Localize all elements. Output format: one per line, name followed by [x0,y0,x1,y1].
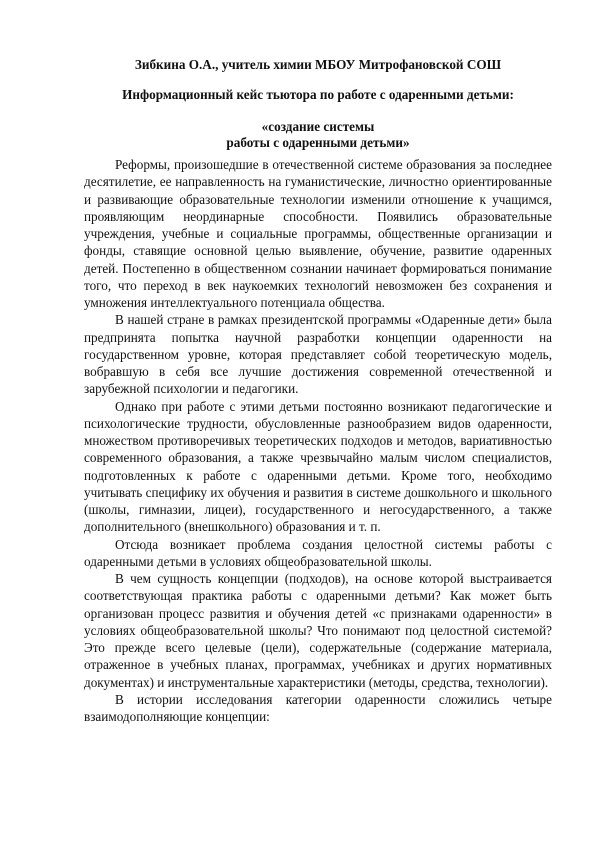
case-title: Информационный кейс тьютора по работе с одаренными детьми: [122,87,514,102]
paragraph: В нашей стране в рамках президентской программы «Одаренные дети» была предпринята попытка научной разработки концепции одаренности на государственном уровне, которая представляет собой теоретическую модель, вобравшую в себя все лучшие достижения современной отечественной и зарубежной психологии и педагогики. [84,312,552,397]
body-text [84,156,552,725]
paragraph: Реформы, произошедшие в отечественной системе образования за последнее десятилетие, ее направленность на гуманистические, личностно ориентированные и развивающие образовательные технологии изменили отношение к учащимся, проявляющим неординарные способности. Появились образовательные учреждения, учебные и социальные программы, общественные организации и фонды, ставящие основной целью выявление, обучение, развитие одаренных детей. Постепенно в общественном сознании начинает формироваться понимание того, что переход в век наукоемких технологий невозможен без сохранения и умножения интеллектуального потенциала общества. [84,157,552,310]
paragraph: В чем сущность концепции (подходов), на основе которой выстраивается соответствующая практика работы с одаренными детьми? Как может быть организован процесс развития и обучения детей «с признаками одаренности» в условиях общеобразовательной школы? Что понимают под целостной системой? Это прежде всего целевые (цели), содержательные (содержание материала, отраженное в учебных планах, программах, учебниках и других нормативных документах) и инструментальные характеристики (методы, средства, технологии). [84,571,552,690]
topic-title-line-2: работы с одаренными детьми» [226,135,410,150]
topic-title-line-1: «создание системы [261,119,375,134]
paragraph: В истории исследования категории одаренности сложились четыре взаимодополняющие концепции: [84,691,552,724]
paragraph: Однако при работе с этими детьми постоянно возникают педагогические и психологические трудности, обусловленные разнообразием видов одаренности, множеством противоречивых теоретических подходов и методов, вариативностью современного образования, а также чрезвычайно малым числом специалистов, подготовленных к работе с одаренными детьми. Кроме того, необходимо учитывать специфику их обучения и развития в системе дошкольного и школьного (школы, гимназии, лицеи), государственного и негосударственного, а также дополнительного (внешкольного) образования и т. п. [84,398,552,535]
document-header [84,57,552,151]
paragraph: Отсюда возникает проблема создания целостной системы работы с одаренными детьми в условиях общеобразовательной школы. [84,536,552,569]
author-line: Зибкина О.А., учитель химии МБОУ Митрофановской СОШ [134,57,502,72]
